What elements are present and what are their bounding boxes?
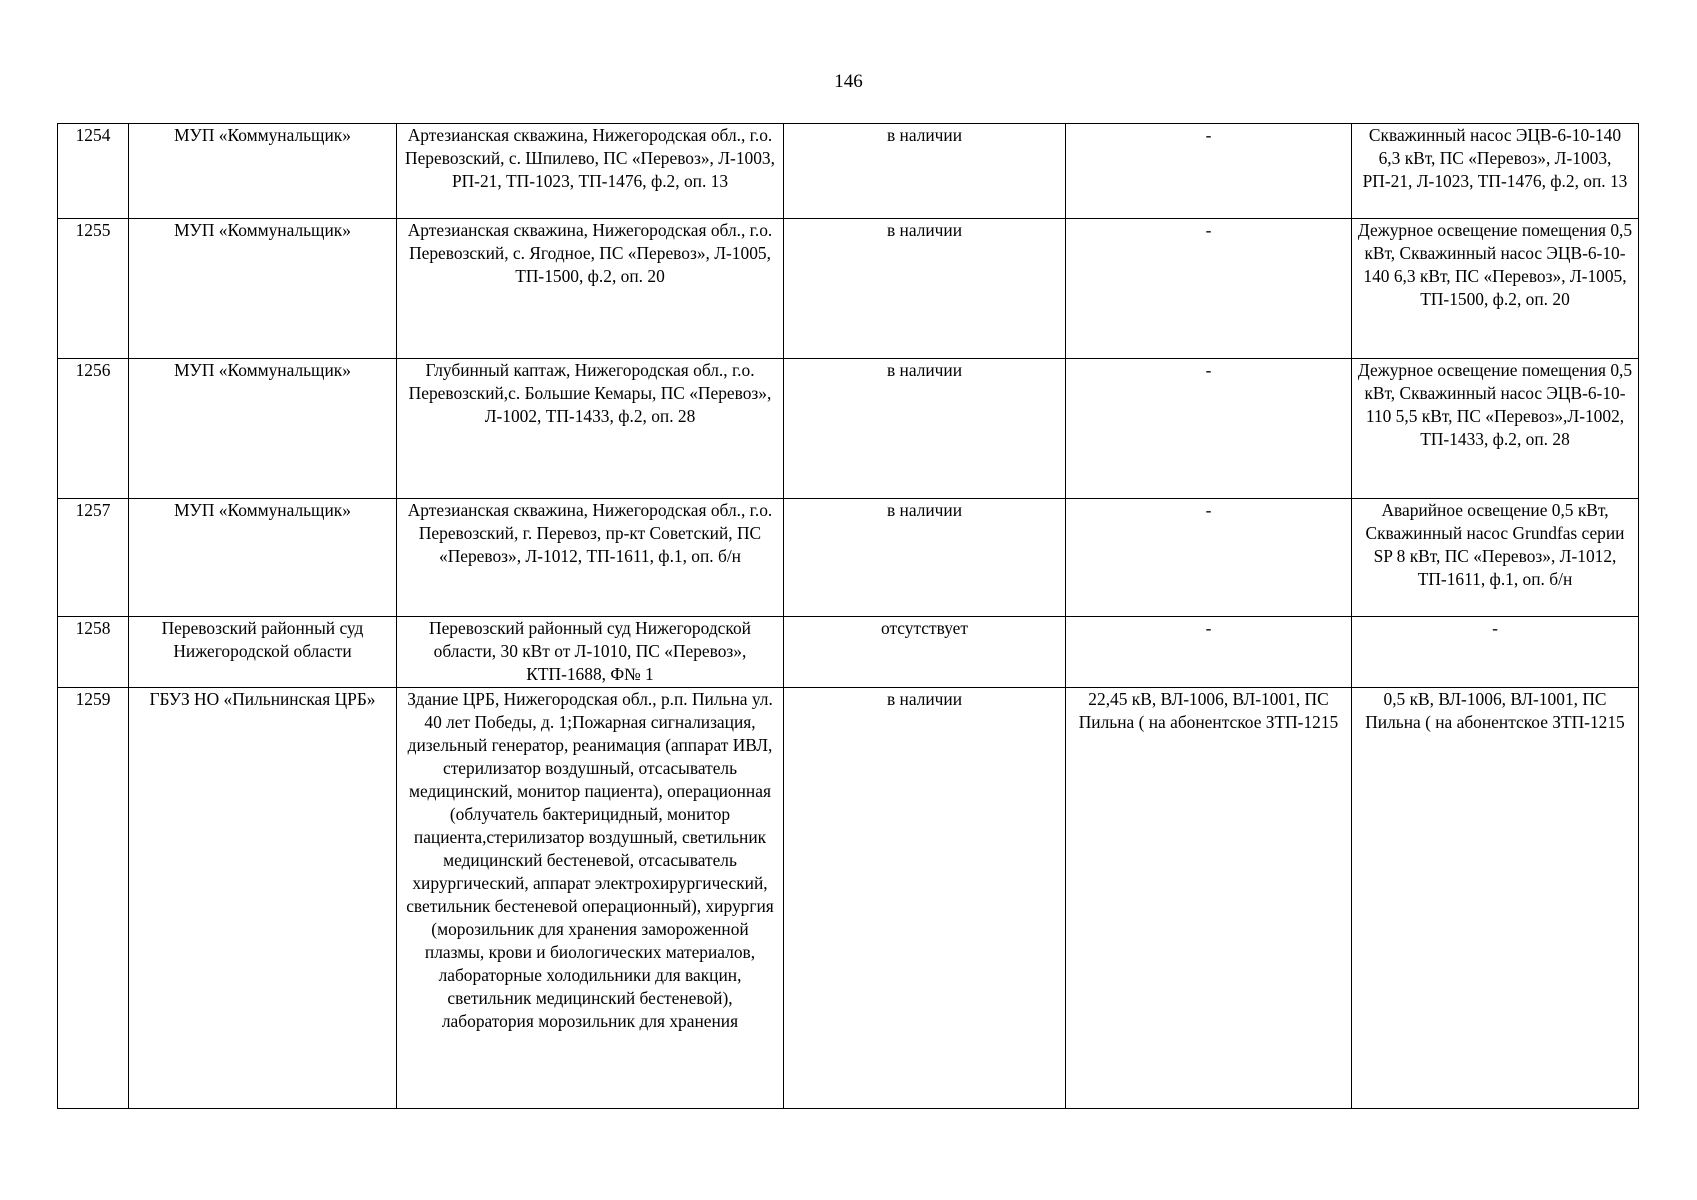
row-number-cell: 1259 xyxy=(58,688,129,1109)
internal-supply-cell: Аварийное освещение 0,5 кВт, Скважинный насос Grundfas серии SP 8 кВт, ПС «Перевоз», Л-1012, ТП-1611, ф.1, оп. б/н xyxy=(1352,499,1639,617)
organization-cell: Перевозский районный суд Нижегородской области xyxy=(129,617,397,688)
organization-cell: ГБУЗ НО «Пильнинская ЦРБ» xyxy=(129,688,397,1109)
table-row xyxy=(58,124,1639,219)
object-cell: Перевозский районный суд Нижегородской области, 30 кВт от Л-1010, ПС «Перевоз», КТП-1688, Ф№ 1 xyxy=(397,617,784,688)
row-number-cell: 1255 xyxy=(58,219,129,359)
internal-supply-cell: Дежурное освещение помещения 0,5 кВт, Скважинный насос ЭЦВ-6-10-110 5,5 кВт, ПС «Перевоз»,Л-1002, ТП-1433, ф.2, оп. 28 xyxy=(1352,359,1639,499)
external-supply-cell: - xyxy=(1066,499,1352,617)
organization-cell: МУП «Коммунальщик» xyxy=(129,359,397,499)
table-row xyxy=(58,359,1639,499)
status-cell: в наличии xyxy=(784,219,1066,359)
external-supply-cell: - xyxy=(1066,359,1352,499)
row-number-cell: 1256 xyxy=(58,359,129,499)
status-cell: в наличии xyxy=(784,359,1066,499)
internal-supply-cell: Дежурное освещение помещения 0,5 кВт, Скважинный насос ЭЦВ-6-10-140 6,3 кВт, ПС «Перевоз», Л-1005, ТП-1500, ф.2, оп. 20 xyxy=(1352,219,1639,359)
status-cell: в наличии xyxy=(784,688,1066,1109)
object-cell: Глубинный каптаж, Нижегородская обл., г.о. Перевозский,с. Большие Кемары, ПС «Перевоз», Л-1002, ТП-1433, ф.2, оп. 28 xyxy=(397,359,784,499)
organization-cell: МУП «Коммунальщик» xyxy=(129,124,397,219)
organization-cell: МУП «Коммунальщик» xyxy=(129,499,397,617)
organization-cell: МУП «Коммунальщик» xyxy=(129,219,397,359)
external-supply-cell: - xyxy=(1066,219,1352,359)
external-supply-cell: - xyxy=(1066,617,1352,688)
object-cell: Артезианская скважина, Нижегородская обл., г.о. Перевозский, с. Шпилево, ПС «Перевоз», Л-1003, РП-21, ТП-1023, ТП-1476, ф.2, оп. 13 xyxy=(397,124,784,219)
status-cell: в наличии xyxy=(784,124,1066,219)
table-row xyxy=(58,617,1639,688)
row-number-cell: 1258 xyxy=(58,617,129,688)
internal-supply-cell: 0,5 кВ, ВЛ-1006, ВЛ-1001, ПС Пильна ( на абонентское ЗТП-1215 xyxy=(1352,688,1639,1109)
table-row xyxy=(58,688,1639,1109)
internal-supply-cell: Скважинный насос ЭЦВ-6-10-140 6,3 кВт, ПС «Перевоз», Л-1003, РП-21, Л-1023, ТП-1476, ф.2, оп. 13 xyxy=(1352,124,1639,219)
status-cell: в наличии xyxy=(784,499,1066,617)
table-row xyxy=(58,219,1639,359)
page-number: 146 xyxy=(834,71,863,92)
object-cell: Артезианская скважина, Нижегородская обл., г.о. Перевозский, г. Перевоз, пр-кт Советский, ПС «Перевоз», Л-1012, ТП-1611, ф.1, оп. б/н xyxy=(397,499,784,617)
table-row xyxy=(58,499,1639,617)
status-cell: отсутствует xyxy=(784,617,1066,688)
internal-supply-cell: - xyxy=(1352,617,1639,688)
object-cell: Артезианская скважина, Нижегородская обл., г.о. Перевозский, с. Ягодное, ПС «Перевоз», Л-1005, ТП-1500, ф.2, оп. 20 xyxy=(397,219,784,359)
registry-table xyxy=(57,123,1639,1109)
row-number-cell: 1257 xyxy=(58,499,129,617)
row-number-cell: 1254 xyxy=(58,124,129,219)
external-supply-cell: 22,45 кВ, ВЛ-1006, ВЛ-1001, ПС Пильна ( на абонентское ЗТП-1215 xyxy=(1066,688,1352,1109)
object-cell: Здание ЦРБ, Нижегородская обл., р.п. Пильна ул. 40 лет Победы, д. 1;Пожарная сигнализация, дизельный генератор, реанимация (аппарат ИВЛ, стерилизатор воздушный, отсасыватель медицинский, монитор пациента), операционная (облучатель бактерицидный, монитор пациента,стерилизатор воздушный, светильник медицинский бестеневой, отсасыватель хирургический, аппарат электрохирургический, светильник бестеневой операционный), хирургия (морозильник для хранения замороженной плазмы, крови и биологических материалов, лабораторные холодильники для вакцин, светильник медицинский бестеневой), лаборатория морозильник для хранения xyxy=(397,688,784,1109)
external-supply-cell: - xyxy=(1066,124,1352,219)
